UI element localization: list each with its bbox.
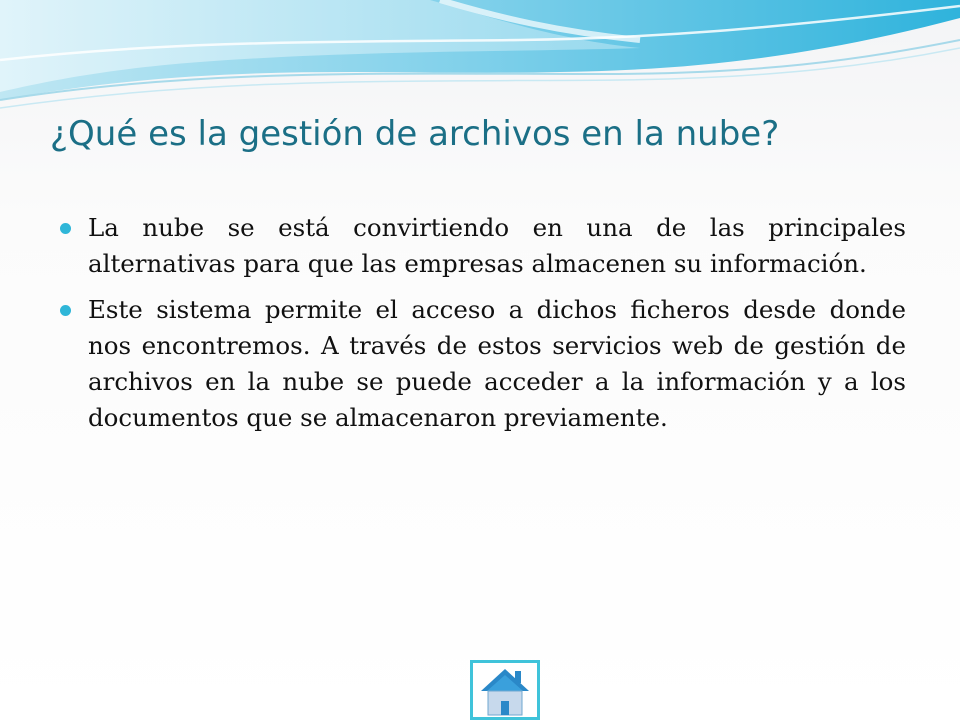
header-wave-decoration [0, 0, 960, 130]
slide-title: ¿Qué es la gestión de archivos en la nube? [50, 114, 780, 154]
bullet-text: Este sistema permite el acceso a dichos ficheros desde donde nos encontremos. A través de estos servicios web de gestión de archivos en la nube se puede acceder a la información y a los documentos que se almacenaron previamente. [88, 295, 906, 432]
home-button[interactable] [470, 660, 540, 720]
bullet-dot-icon [60, 305, 71, 316]
bullet-item [60, 210, 906, 282]
bullet-item [60, 292, 906, 436]
home-icon [479, 667, 531, 717]
bullet-text: La nube se está convirtiendo en una de las principales alternativas para que las empresas almacenen su información. [88, 213, 906, 278]
bullet-list [60, 210, 906, 446]
bullet-dot-icon [60, 223, 71, 234]
